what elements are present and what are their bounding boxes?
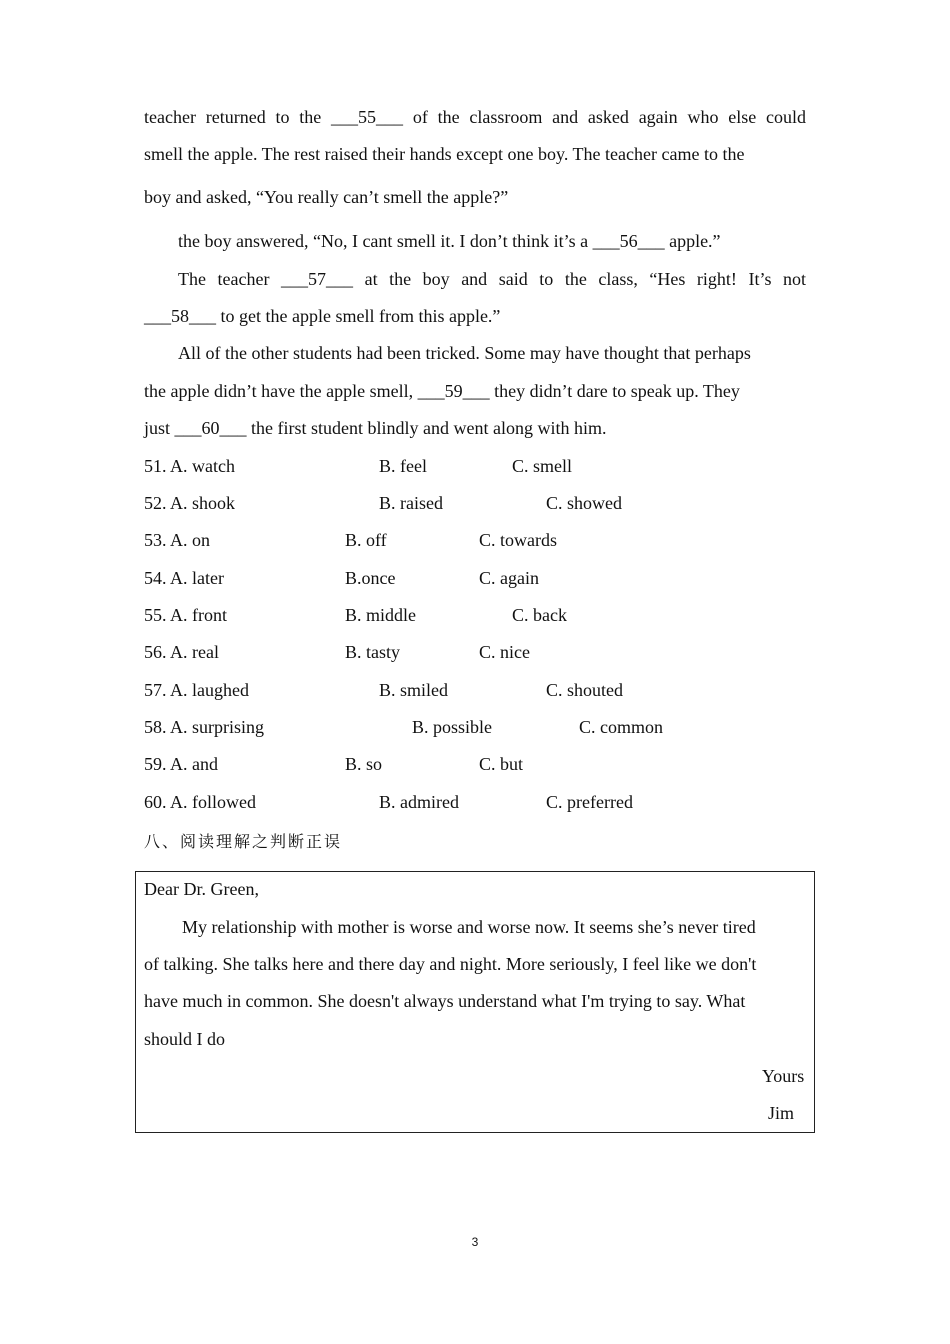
passage-line: the boy answered, “No, I cant smell it. I don’t think it’s a ___56___ apple.”	[178, 231, 721, 251]
option-c: C. again	[479, 568, 539, 588]
option-c: C. showed	[546, 493, 622, 513]
passage-line: smell the apple. The rest raised their hands except one boy. The teacher came to the	[144, 144, 745, 164]
option-c: C. towards	[479, 530, 557, 550]
letter-body-line: My relationship with mother is worse and worse now. It seems she’s never tired	[182, 917, 756, 937]
option-a: 51. A. watch	[144, 456, 235, 476]
option-a: 59. A. and	[144, 754, 218, 774]
section-heading: 八、阅读理解之判断正误	[144, 832, 343, 851]
option-b: B. off	[345, 530, 387, 550]
option-b: B. feel	[379, 456, 427, 476]
passage-line: just ___60___ the first student blindly and went along with him.	[144, 418, 607, 438]
option-b: B. smiled	[379, 680, 449, 700]
option-c: C. shouted	[546, 680, 624, 700]
option-a: 54. A. later	[144, 568, 224, 588]
option-a: 58. A. surprising	[144, 717, 265, 737]
passage-line: All of the other students had been tricked. Some may have thought that perhaps	[178, 343, 751, 363]
option-b: B. so	[345, 754, 383, 774]
option-c: C. back	[512, 605, 567, 625]
option-a: 57. A. laughed	[144, 680, 249, 700]
page-number: 3	[471, 1235, 479, 1249]
option-b: B.once	[345, 568, 396, 588]
option-a: 52. A. shook	[144, 493, 236, 513]
option-a: 56. A. real	[144, 642, 219, 662]
option-a: 53. A. on	[144, 530, 211, 550]
letter-body-line: should I do	[144, 1029, 225, 1049]
option-c: C. nice	[479, 642, 530, 662]
option-a: 60. A. followed	[144, 792, 256, 812]
passage-line: boy and asked, “You really can’t smell the apple?”	[144, 187, 509, 207]
option-c: C. preferred	[546, 792, 633, 812]
option-c: C. smell	[512, 456, 573, 476]
letter-closing: Yours	[762, 1066, 805, 1086]
letter-signature: Jim	[768, 1103, 795, 1123]
passage-line: The teacher ___57___ at the boy and said to the class, “Hes right! It’s not	[178, 269, 806, 289]
letter-body-line: have much in common. She doesn't always understand what I'm trying to say. What	[144, 991, 746, 1011]
option-a: 55. A. front	[144, 605, 227, 625]
passage-line: ___58___ to get the apple smell from this apple.”	[144, 306, 501, 326]
option-c: C. common	[579, 717, 663, 737]
option-b: B. possible	[412, 717, 493, 737]
option-b: B. tasty	[345, 642, 401, 662]
option-b: B. admired	[379, 792, 459, 812]
passage-line: the apple didn’t have the apple smell, ___59___ they didn’t dare to speak up. They	[144, 381, 740, 401]
passage-line: teacher returned to the ___55___ of the classroom and asked again who else could	[144, 107, 806, 127]
letter-greeting: Dear Dr. Green,	[144, 879, 259, 899]
option-c: C. but	[479, 754, 524, 774]
letter-body-line: of talking. She talks here and there day and night. More seriously, I feel like we don't	[144, 954, 757, 974]
option-b: B. raised	[379, 493, 443, 513]
option-b: B. middle	[345, 605, 416, 625]
